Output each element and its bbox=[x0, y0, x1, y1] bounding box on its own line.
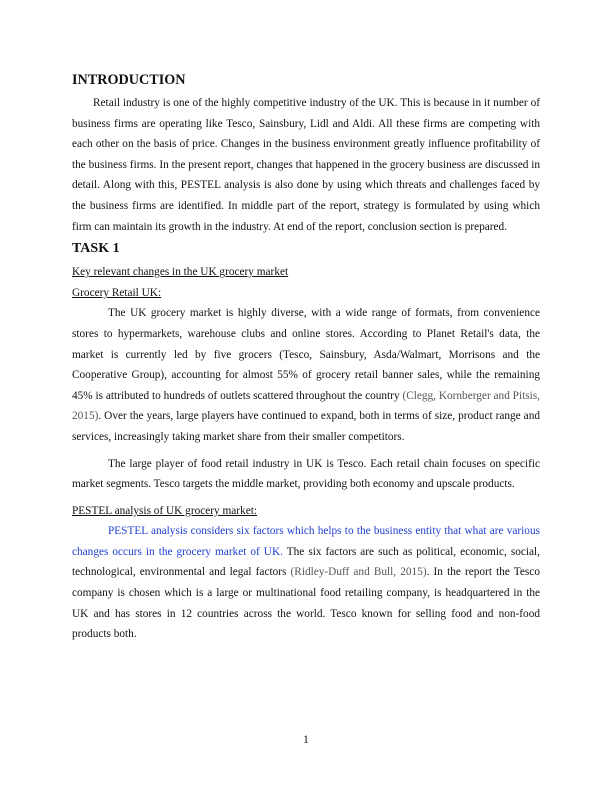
grocery-retail-subheading: Grocery Retail UK: bbox=[72, 286, 162, 299]
introduction-paragraph: Retail industry is one of the highly competitive industry of the UK. This is because in it number of business firms are operating like Tesco, Sainsbury, Lidl and Aldi. All these firms are competing with each other on the basis of price. Changes in the business environment greatly influence profitability of the business firms. In the present report, changes that happened in the grocery business are discussed in detail. Along with this, PESTEL analysis is also done by using which threats and challenges faced by the business firms are identified. In middle part of the report, strategy is formulated by using which firm can maintain its growth in the industry. At end of the report, conclusion section is prepared. bbox=[72, 97, 540, 233]
introduction-heading: INTRODUCTION bbox=[72, 72, 186, 88]
pestel-paragraph bbox=[72, 521, 540, 645]
pestel-text: The six factors are such as political, economic, social, technological, environmental and legal factors bbox=[72, 545, 540, 579]
document-page bbox=[72, 70, 540, 645]
page-number: 1 bbox=[303, 734, 309, 746]
grocery-retail-paragraph bbox=[72, 303, 540, 447]
key-changes-subheading: Key relevant changes in the UK grocery market bbox=[72, 266, 289, 279]
grocery-retail-text-tail: . Over the years, large players have continued to expand, both in terms of size, product range and services, increasingly taking market share from their smaller competitors. bbox=[72, 410, 540, 443]
task1-heading: TASK 1 bbox=[72, 241, 120, 257]
citation-clegg: (Clegg, Kornberger and Pitsis, 2015) bbox=[72, 389, 540, 423]
grocery-retail-text: The UK grocery market is highly diverse, with a wide range of formats, from convenience stores to hypermarkets, warehouse clubs and online stores. According to Planet Retail's data, the market is currently led by five grocers (Tesco, Sainsbury, Asda/Walmart, Morrisons and the Cooperative Group), accounting for almost 55% of grocery retail banner sales, while the remaining 45% is attributed to hundreds of outlets scattered throughout the country bbox=[72, 307, 540, 402]
citation-ridley-duff: (Ridley-Duff and Bull, 2015) bbox=[290, 566, 427, 579]
tesco-paragraph: The large player of food retail industry in UK is Tesco. Each retail chain focuses on specific market segments. Tesco targets the middle market, providing both economy and upscale products. bbox=[72, 457, 540, 491]
pestel-subheading: PESTEL analysis of UK grocery market: bbox=[72, 504, 257, 517]
pestel-text-tail: . In the report the Tesco company is chosen which is a large or multinational food retailing company, is headquartered in the UK and has stores in 12 countries across the world. Tesco known for selling food and non-food products both. bbox=[72, 566, 540, 641]
pestel-highlight-text: PESTEL analysis considers six factors which helps to the business entity that what are various changes occurs in the grocery market of UK. bbox=[72, 525, 540, 558]
